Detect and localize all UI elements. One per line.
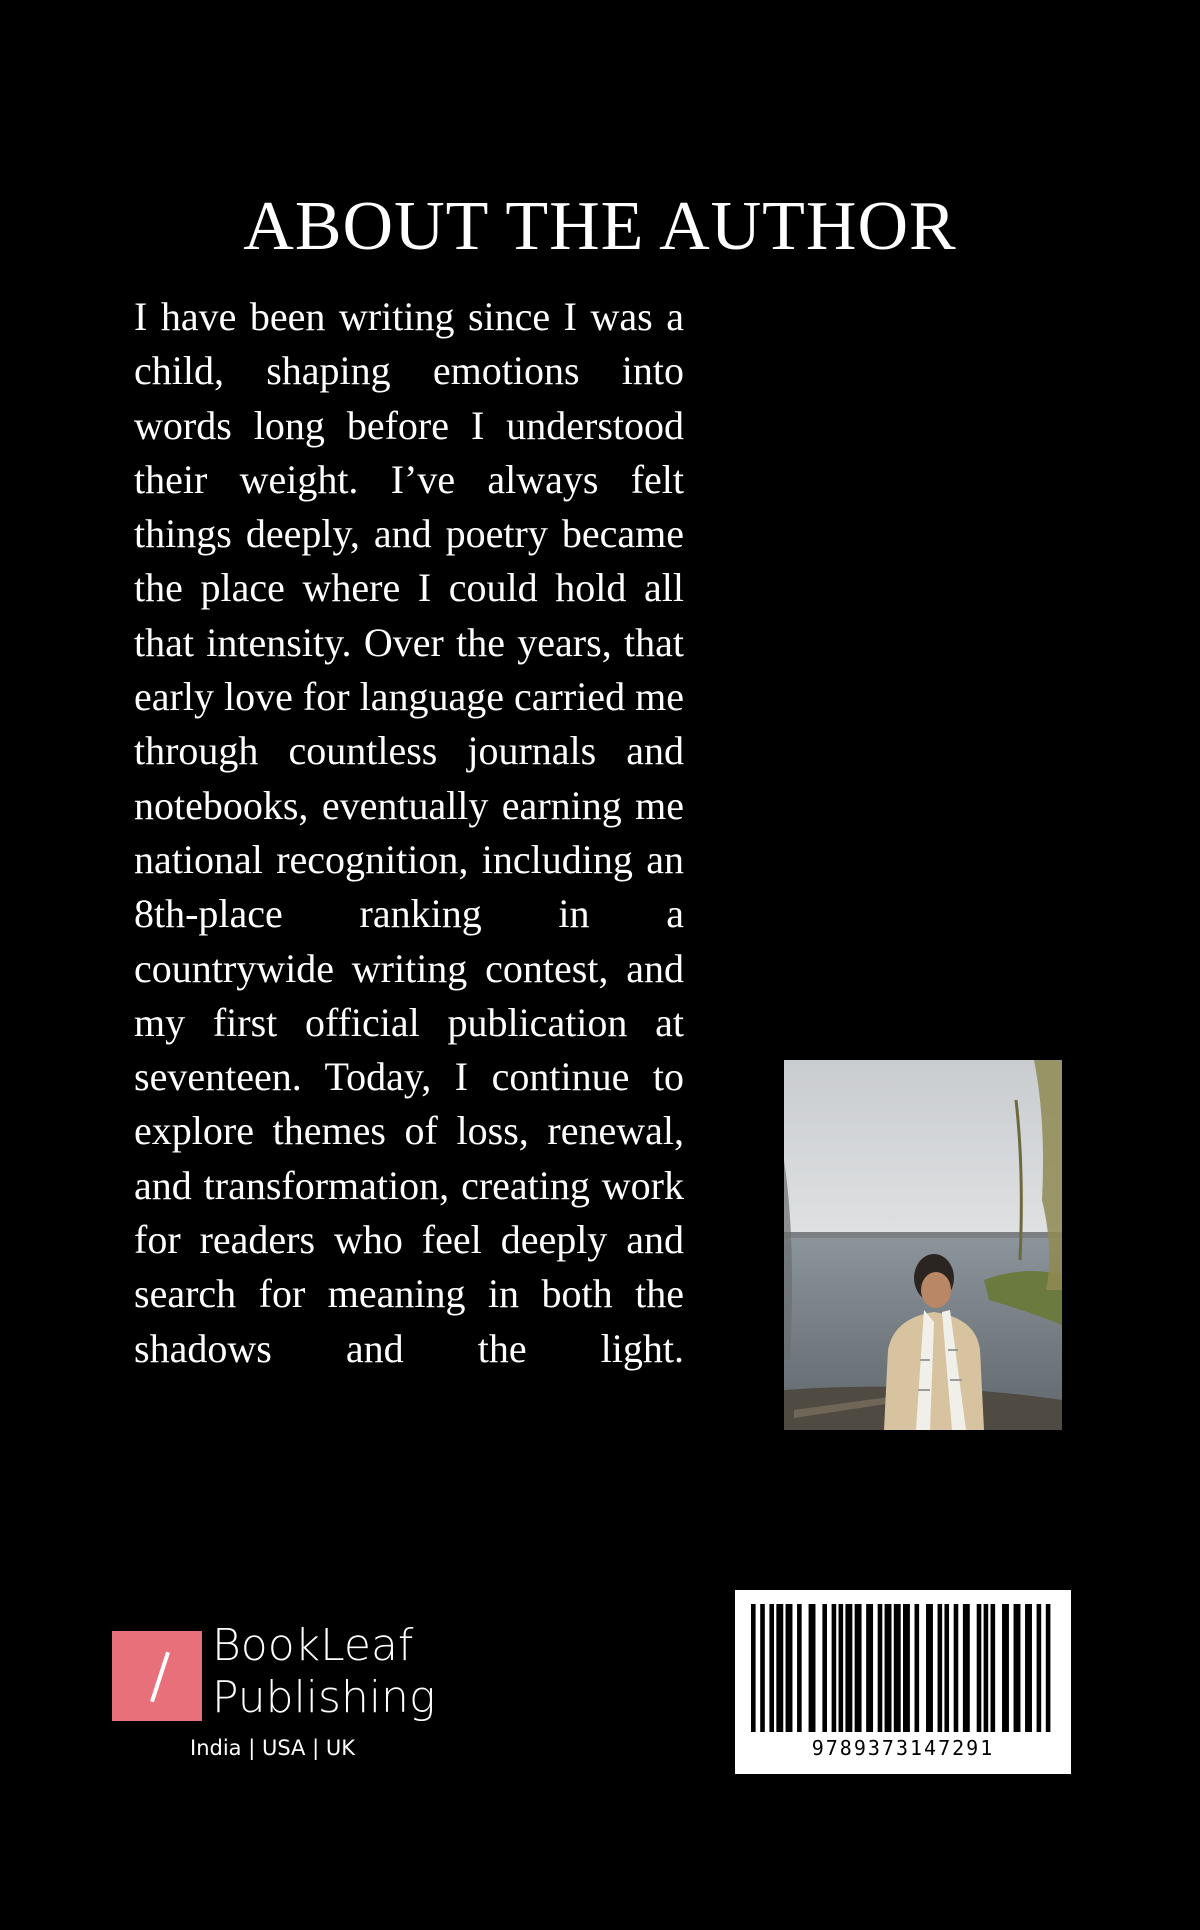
publisher-name-line1: BookLeaf (212, 1620, 414, 1671)
barcode-bar (832, 1604, 837, 1732)
barcode-bar (954, 1604, 959, 1732)
barcode-bar (839, 1604, 844, 1732)
publisher-regions: India | USA | UK (190, 1736, 355, 1760)
barcode-bar (1002, 1604, 1009, 1732)
barcode-bar (809, 1604, 816, 1732)
barcode-bar (1025, 1604, 1032, 1732)
barcode-bar (751, 1604, 756, 1732)
barcode-bar (1037, 1604, 1042, 1732)
barcode-bar (903, 1604, 910, 1732)
barcode-bar (894, 1604, 901, 1732)
slash-icon (150, 1652, 170, 1703)
barcode-bar (938, 1604, 943, 1732)
barcode-bar (1014, 1604, 1021, 1732)
about-author-heading: ABOUT THE AUTHOR (243, 188, 957, 265)
barcode-bar (760, 1604, 765, 1732)
barcode-bar (797, 1604, 802, 1732)
barcode-bar (963, 1604, 970, 1732)
barcode-bar (885, 1604, 892, 1732)
barcode-bar (915, 1604, 920, 1732)
publisher-logo-mark (112, 1631, 202, 1721)
barcode-bar (991, 1604, 996, 1732)
isbn-number: 9789373147291 (811, 1736, 995, 1760)
barcode-bar (845, 1604, 852, 1732)
publisher-name-line2: Publishing (212, 1672, 436, 1723)
author-bio: I have been writing since I was a child, shaping emotions into words long before I understood their weight. I’ve always felt things deeply, and poetry became the place where I could hold all that intensity. Over the years, that early love for language carried me through countless journals and notebooks, eventually earning me national recognition, including an 8th-place ranking in a countrywide writing contest, and my first official publication at seventeen. Today, I continue to explore themes of loss, renewal, and transformation, creating work for readers who feel deeply and search for meaning in both the shadows and the light. (134, 294, 684, 1371)
barcode-bar (786, 1604, 793, 1732)
barcode-bar (776, 1604, 783, 1732)
publisher-logo (112, 1620, 452, 1778)
barcode-bar (944, 1604, 949, 1732)
barcode-bar (769, 1604, 774, 1732)
barcode-bar (1046, 1604, 1051, 1732)
barcode-bars (749, 1604, 1057, 1732)
author-photo (784, 1060, 1062, 1430)
barcode-bar (822, 1604, 827, 1732)
barcode-bar (977, 1604, 982, 1732)
publisher-name (212, 1620, 435, 1724)
barcode-bar (926, 1604, 933, 1732)
barcode-bar (855, 1604, 862, 1732)
barcode-bar (984, 1604, 989, 1732)
barcode-bar (866, 1604, 873, 1732)
barcode-bar (878, 1604, 883, 1732)
isbn-barcode (735, 1590, 1071, 1774)
